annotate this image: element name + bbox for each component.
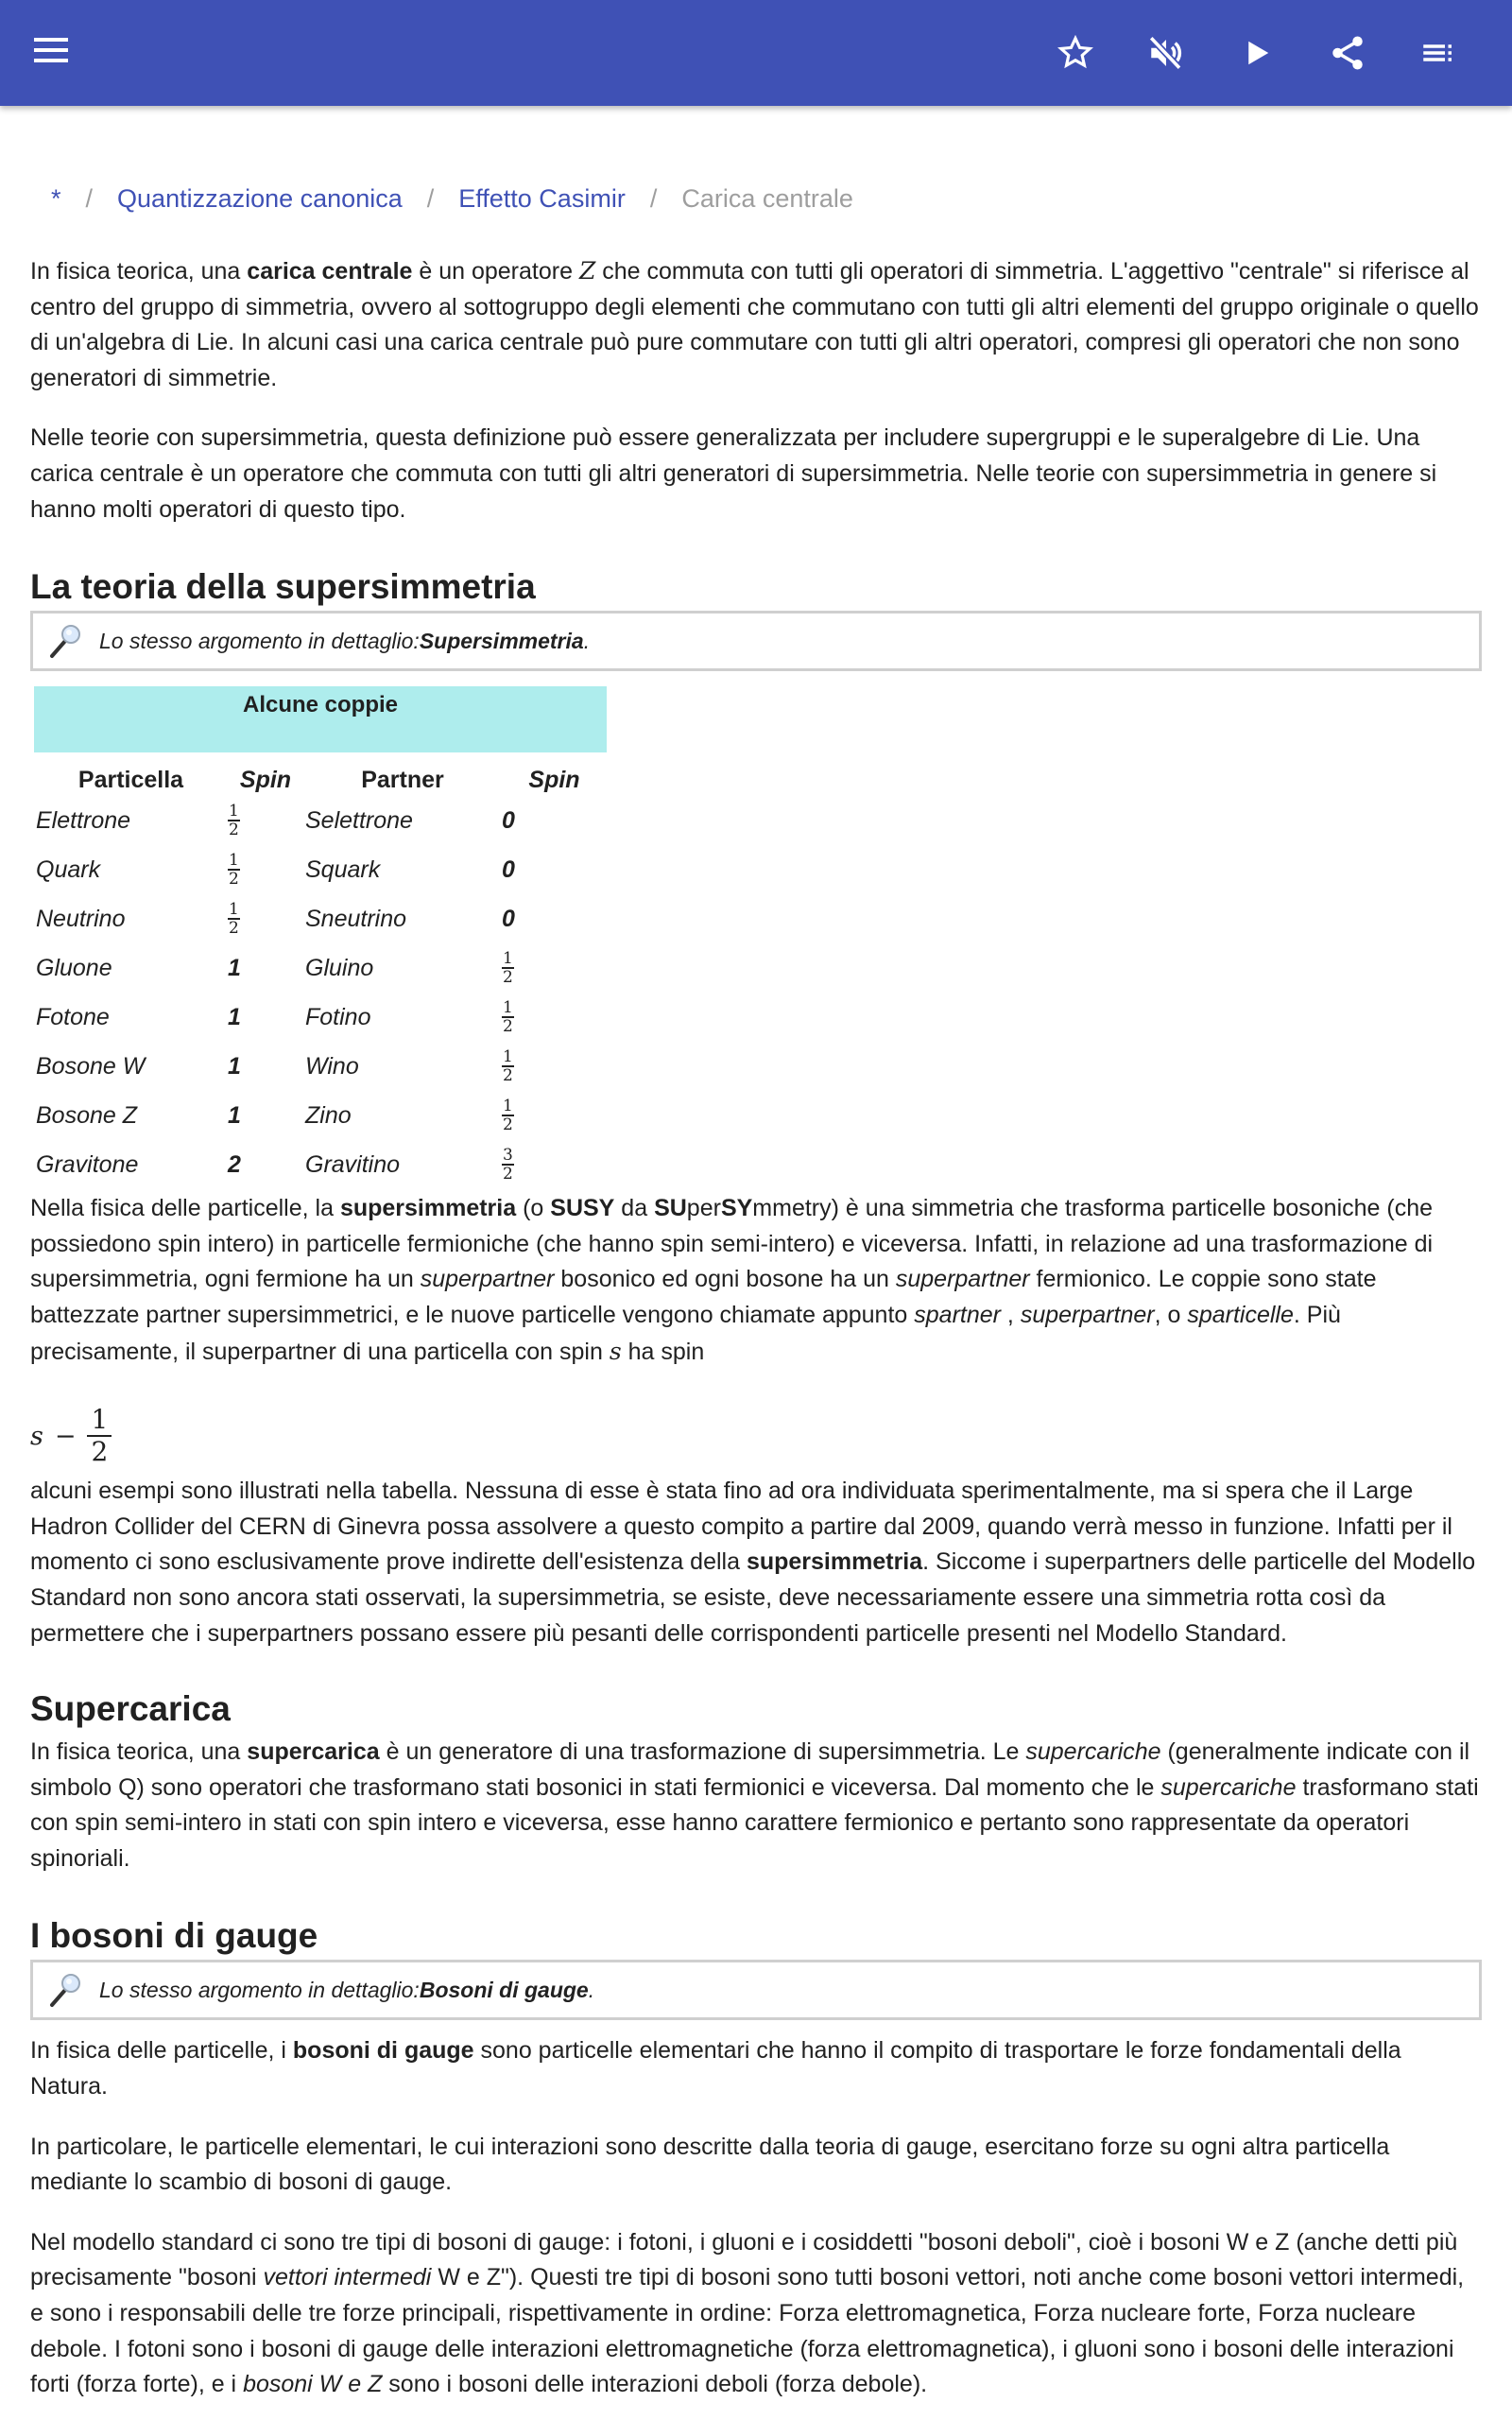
spin-fraction: [502, 1048, 514, 1084]
text: da: [614, 1195, 655, 1222]
italic-term: supercariche: [1025, 1738, 1161, 1766]
breadcrumb-quantizzazione-canonica[interactable]: Quantizzazione canonica: [117, 183, 403, 213]
math-var: s: [609, 1337, 622, 1365]
breadcrumb-separator: /: [649, 183, 658, 213]
pairs-table-body: [34, 796, 607, 1189]
text: Nella fisica delle particelle, la: [30, 1195, 340, 1222]
formula-variable: s: [30, 1421, 43, 1451]
fraction-numerator: 1: [229, 851, 239, 871]
column-header-particella: Particella: [77, 767, 184, 794]
partner-name: Selettrone: [305, 806, 413, 834]
bold-term: supersimmetria: [746, 1548, 923, 1576]
seealso-link-supersimmetria[interactable]: [420, 629, 584, 654]
particle-name: Gluone: [36, 954, 112, 981]
seealso-link-text: Bosoni di gauge: [419, 1977, 589, 2002]
text: . Siccome i superpartners delle particelle del Modello Standard non sono ancora stati osservati, la supersimmetria, se esiste, deve necessariamente essere una simmetria rotta così da permettere che i superpartners possano essere più pesanti delle corrispondenti particelle presenti nel Modello Standard.: [30, 1548, 1476, 1647]
text: In fisica teorica, una: [30, 1738, 248, 1766]
italic-term: bosoni W e Z: [243, 2371, 383, 2398]
text: ,: [1000, 1301, 1021, 1328]
partner-spin: [502, 1140, 607, 1189]
partner-name: Gluino: [305, 954, 374, 981]
italic-term: supercariche: [1160, 1773, 1297, 1801]
seealso-box-bosoni-di-gauge: [30, 1960, 1482, 2020]
text: sono i bosoni delle interazioni deboli (forza debole).: [382, 2371, 928, 2398]
italic-term: superpartner: [1020, 1301, 1155, 1328]
italic-term: superpartner: [895, 1266, 1030, 1293]
spin-fraction: [228, 901, 240, 937]
menu-button[interactable]: [32, 36, 70, 70]
text: W e Z"). Questi tre tipi di bosoni sono tutti bosoni vettori, noti anche come bosoni vettori intermedi, e sono i responsabili delle tre forze principali, rispettivamente in ordine: Forza elettromagnetica, Forza nucleare forte, Forza nucleare debole. I fotoni sono i bosoni di gauge delle interazioni elettromagnetiche (forza elettromagnetica), i gluoni sono i bosoni delle interazioni forti (forza forte), e i: [30, 2264, 1465, 2398]
particle-spin: 1: [228, 1101, 241, 1129]
table-row: [34, 845, 607, 894]
susy-paragraph-2: [30, 1474, 1482, 1651]
particle-spin: 1: [228, 1003, 241, 1030]
fraction-denominator: 2: [503, 1017, 513, 1037]
table-row: [34, 894, 607, 943]
pairs-table: [34, 686, 607, 1189]
playlist-icon: [1418, 33, 1458, 73]
section-heading-supercarica: Supercarica: [30, 1689, 231, 1729]
table-row: [34, 1042, 607, 1091]
partner-name: Wino: [305, 1052, 359, 1080]
spin-fraction: [502, 999, 514, 1035]
text: , o: [1154, 1301, 1188, 1328]
seealso-link-bosoni-di-gauge[interactable]: [420, 1978, 589, 2003]
fraction-numerator: 1: [87, 1405, 112, 1437]
bold-term: supercarica: [247, 1738, 380, 1766]
column-header-partner-spin: Spin: [528, 767, 580, 794]
italic-term: vettori intermedi: [263, 2264, 432, 2291]
seealso-box-supersimmetria: [30, 611, 1482, 671]
particle-name: Fotone: [36, 1003, 110, 1030]
intro-paragraph-1: [30, 253, 1482, 396]
partner-name: Squark: [305, 856, 381, 883]
seealso-suffix: .: [588, 1977, 595, 2002]
gauge-paragraph-1: [30, 2033, 1482, 2104]
italic-term: sparticelle: [1187, 1301, 1294, 1328]
section-heading-bosoni-di-gauge: I bosoni di gauge: [30, 1916, 318, 1956]
text: è un operatore: [412, 258, 579, 285]
breadcrumb-separator: /: [85, 183, 94, 213]
italic-term: spartner: [914, 1301, 1001, 1328]
text: ha spin: [621, 1338, 705, 1365]
text: trasformano stati con spin semi-intero in stati con spin intero e viceversa, esse hanno carattere fermionico e pertanto sono rappresentate da operatori spinoriali.: [30, 1773, 1479, 1872]
breadcrumb: [30, 170, 1482, 227]
text: alcuni esempi sono illustrati nella tabella. Nessuna di esse è stata fino ad ora individuata sperimentalmente, ma si spera che il Large Hadron Collider del CERN di Ginevra possa assolvere a questo compito a partire dal 2009, quando verrà messo in funzione. Infatti per il momento ci sono esclusivamente prove indirette dell'esistenza della: [30, 1478, 1452, 1576]
app-bar: [0, 0, 1512, 106]
article-content: [0, 170, 1512, 2403]
text: mmetry) è una simmetria che trasforma particelle bosoniche (che possiedono spin intero) in particelle fermioniche (che hanno spin semi-intero) e viceversa. Infatti, in relazione ad una trasformazione di supersimmetria, ogni fermione ha un: [30, 1195, 1434, 1293]
partner-spin: 0: [502, 905, 515, 932]
fraction-numerator: 3: [503, 1146, 513, 1166]
breadcrumb-home[interactable]: *: [51, 183, 61, 213]
fraction-numerator: 1: [229, 900, 239, 920]
seealso-prefix: Lo stesso argomento in dettaglio:: [99, 628, 420, 653]
italic-term: superpartner: [420, 1266, 555, 1293]
share-button[interactable]: [1323, 28, 1372, 78]
table-row: [34, 1091, 607, 1140]
section-heading-supersimmetria: La teoria della supersimmetria: [30, 567, 536, 607]
breadcrumb-effetto-casimir[interactable]: Effetto Casimir: [458, 183, 626, 213]
particle-name: Gravitone: [36, 1150, 139, 1178]
particle-spin: [228, 894, 303, 943]
table-row: [34, 943, 607, 993]
table-row: [34, 1140, 607, 1189]
particle-spin: [228, 796, 303, 845]
bold-term: SUSY: [550, 1195, 615, 1222]
seealso-prefix: Lo stesso argomento in dettaglio:: [99, 1977, 420, 2002]
text: Nel modello standard ci sono tre tipi di bosoni di gauge: i fotoni, i gluoni e i cosiddetti "bosoni deboli", cioè i bosoni W e Z (anche detti più precisamente "bosoni: [30, 2228, 1458, 2291]
gauge-paragraph-2: In particolare, le particelle elementari, le cui interazioni sono descritte dalla teoria di gauge, esercitano forze su ogni altra particella mediante lo scambio di bosoni di gauge.: [30, 2133, 1390, 2196]
text: bosonico ed ogni bosone ha un: [554, 1266, 896, 1293]
mute-button[interactable]: [1142, 28, 1191, 78]
particle-name: Bosone W: [36, 1052, 146, 1080]
fraction-denominator: 2: [503, 1066, 513, 1086]
particle-name: Bosone Z: [36, 1101, 138, 1129]
spin-fraction: [228, 852, 240, 888]
play-button[interactable]: [1232, 28, 1281, 78]
particle-spin: 1: [228, 954, 241, 981]
fraction-denominator: 2: [503, 968, 513, 988]
text: (generalmente indicate con il simbolo Q) sono operatori che trasformano stati bosonici in stati fermionici e viceversa. Dal momento che le: [30, 1738, 1470, 1801]
seealso-suffix: .: [583, 628, 591, 653]
formula-operator: −: [54, 1421, 77, 1451]
spin-fraction: [228, 803, 240, 838]
share-icon: [1328, 33, 1367, 73]
star-outline-icon: [1056, 33, 1095, 73]
partner-name: Gravitino: [305, 1150, 401, 1178]
fraction-denominator: 2: [229, 870, 239, 890]
text: è un generatore di una trasformazione di supersimmetria. Le: [379, 1738, 1026, 1766]
text: che commuta con tutti gli operatori di simmetria. L'aggettivo "centrale" si riferisce al centro del gruppo di simmetria, ovvero al sottogruppo degli elementi che commutano con tutti gli altri elementi del gruppo originale o quello di un'algebra di Lie. In alcuni casi una carica centrale può pure commutare con tutti gli altri operatori, compresi gli operatori che non sono generatori di simmetrie.: [30, 258, 1479, 391]
text: In fisica delle particelle, i: [30, 2037, 293, 2065]
bold-term: SU: [654, 1195, 687, 1222]
bold-term: supersimmetria: [339, 1195, 517, 1222]
text: fermionico. Le coppie sono state battezzate partner supersimmetrici, e le nuove particelle vengono chiamate appunto: [30, 1266, 1377, 1328]
text: per: [686, 1195, 721, 1222]
particle-name: Neutrino: [36, 905, 126, 932]
partner-name: Fotino: [305, 1003, 371, 1030]
breadcrumb-current: Carica centrale: [681, 183, 853, 213]
column-header-partner: Partner: [361, 767, 444, 794]
seealso-link-text: Supersimmetria: [419, 628, 584, 653]
particle-spin: [228, 845, 303, 894]
text: (o: [516, 1195, 551, 1222]
text: sono particelle elementari che hanno il compito di trasportare le forze fondamentali della Natura.: [30, 2037, 1401, 2100]
fraction-denominator: 2: [503, 1165, 513, 1184]
table-row: [34, 993, 607, 1042]
text: . Più precisamente, il superpartner di una particella con spin: [30, 1301, 1341, 1365]
fraction-numerator: 1: [229, 802, 239, 821]
volume-off-icon: [1146, 33, 1186, 73]
susy-paragraph-1: [30, 1191, 1482, 1370]
bold-term: carica centrale: [247, 258, 413, 285]
partner-name: Zino: [305, 1101, 352, 1129]
table-caption: Alcune coppie: [34, 686, 607, 752]
formula-s-minus-half: [30, 1398, 1482, 1474]
fraction-denominator: 2: [229, 919, 239, 939]
favorite-button[interactable]: [1051, 28, 1100, 78]
particle-name: Elettrone: [36, 806, 131, 834]
text: In fisica teorica, una: [30, 258, 248, 285]
play-icon: [1237, 33, 1277, 73]
bold-term: SY: [720, 1195, 753, 1222]
fraction-denominator: 2: [503, 1115, 513, 1135]
partner-spin: [502, 1091, 607, 1140]
formula-fraction: [87, 1405, 112, 1467]
spin-fraction: [502, 1098, 514, 1133]
table-row: [34, 796, 607, 845]
fraction-numerator: 1: [503, 1097, 513, 1116]
intro-paragraph-2: Nelle teorie con supersimmetria, questa definizione può essere generalizzata per includere supergruppi e le superalgebre di Lie. Una carica centrale è un operatore che commuta con tutti gli altri generatori di supersimmetria. Nelle teorie con supersimmetria in genere si hanno molti operatori di questo tipo.: [30, 424, 1437, 523]
partner-spin: [502, 993, 607, 1042]
supercarica-paragraph: [30, 1735, 1482, 1876]
partner-spin: 0: [502, 856, 515, 883]
partner-spin: [502, 943, 607, 993]
fraction-numerator: 1: [503, 949, 513, 969]
partner-name: Sneutrino: [305, 905, 407, 932]
playlist-button[interactable]: [1414, 28, 1463, 78]
hamburger-menu-icon: [32, 36, 70, 64]
partner-spin: 0: [502, 806, 515, 834]
gauge-paragraph-3: [30, 2225, 1482, 2403]
magnifier-icon: [46, 1971, 84, 2009]
bold-term: bosoni di gauge: [292, 2037, 474, 2065]
column-header-spin: Spin: [239, 767, 292, 794]
spin-fraction: [502, 1147, 514, 1183]
magnifier-icon: [46, 622, 84, 660]
partner-spin: [502, 1042, 607, 1091]
spin-fraction: [502, 950, 514, 986]
particle-spin: 1: [228, 1052, 241, 1080]
fraction-denominator: 2: [91, 1436, 109, 1468]
particle-spin: 2: [228, 1150, 241, 1178]
fraction-denominator: 2: [229, 821, 239, 840]
fraction-numerator: 1: [503, 998, 513, 1018]
math-var: Z: [578, 257, 596, 285]
breadcrumb-separator: /: [426, 183, 435, 213]
particle-name: Quark: [36, 856, 101, 883]
fraction-numerator: 1: [503, 1047, 513, 1067]
